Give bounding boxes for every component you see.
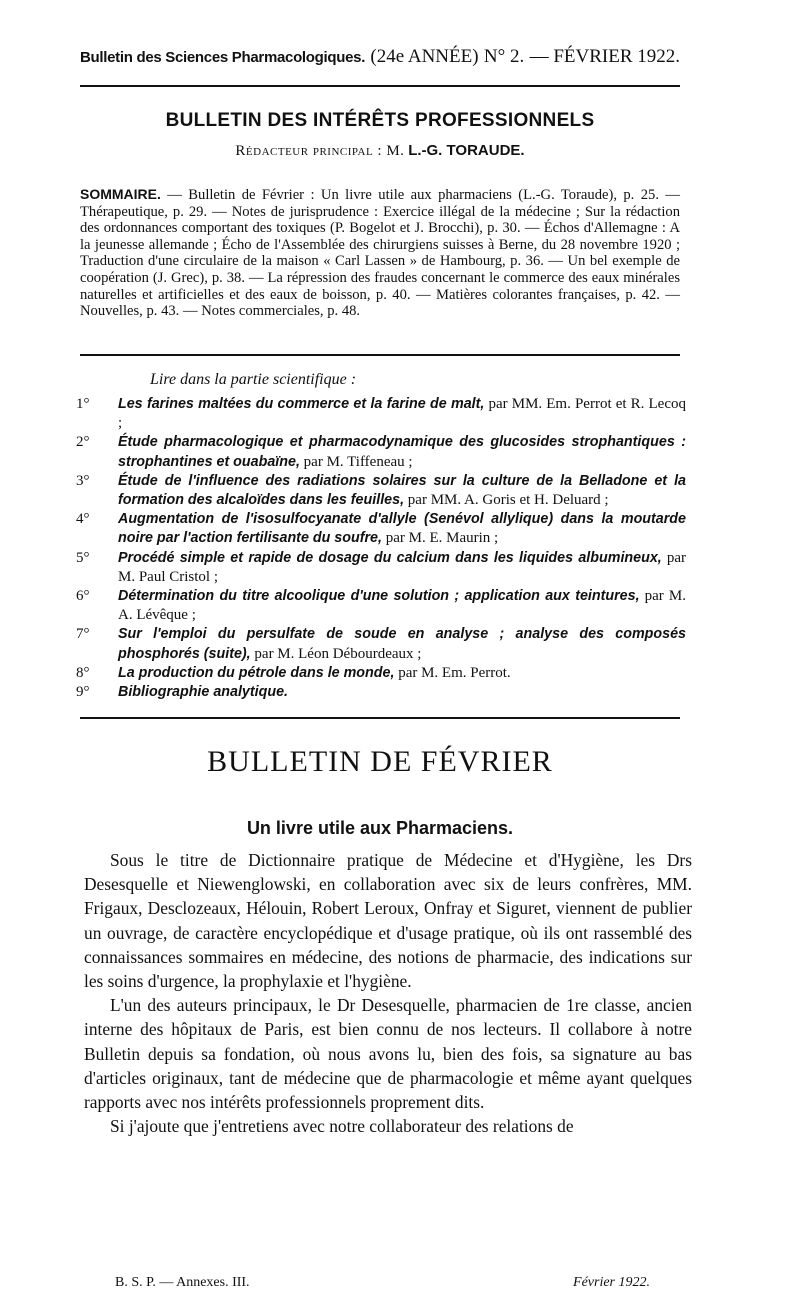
- scientific-part-heading: Lire dans la partie scientifique :: [150, 371, 357, 388]
- item-title: Les farines maltées du commerce et la farine de malt,: [118, 396, 485, 412]
- item-title: Étude pharmacologique et pharmacodynamique des glucosides strophantiques : strophantines et ouabaïne,: [118, 434, 686, 470]
- scientific-contents-list: [76, 395, 686, 702]
- section-title: BULLETIN DES INTÉRÊTS PROFESSIONNELS: [165, 110, 595, 131]
- item-title: Augmentation de l'isosulfocyanate d'allyle (Senévol allylique) dans la moutarde noire par l'action fertilisante du soufre,: [118, 511, 686, 547]
- page-footer: [115, 1275, 650, 1291]
- list-item: [76, 683, 686, 702]
- list-item: [76, 395, 686, 433]
- editor-label: Rédacteur principal : M.: [235, 143, 405, 159]
- issue-date: — FÉVRIER 1922.: [529, 46, 680, 67]
- contents-rule: [80, 717, 680, 719]
- summary-rule: [80, 354, 680, 356]
- list-item: [76, 664, 686, 683]
- summary-label: SOMMAIRE.: [80, 186, 161, 202]
- list-item: [76, 587, 686, 625]
- item-title: Procédé simple et rapide de dosage du calcium dans les liquides albumineux,: [118, 549, 662, 566]
- editor-line: [80, 142, 680, 160]
- list-item: [76, 549, 686, 587]
- item-authors: par MM. Em. Perrot et R. Lecoq ;: [118, 396, 686, 432]
- article-body: [84, 848, 692, 1138]
- item-title: Bibliographie analytique.: [118, 684, 288, 701]
- item-number: 6°: [76, 588, 90, 605]
- item-title: Sur l'emploi du persulfate de soude en analyse ; analyse des composés phosphorés (suite),: [118, 626, 686, 662]
- list-item: [76, 433, 686, 471]
- summary-block: [80, 186, 680, 320]
- item-authors: par M. Paul Cristol ;: [118, 549, 686, 585]
- article-title: Un livre utile aux Pharmaciens.: [246, 818, 514, 838]
- item-title: Étude de l'influence des radiations solaires sur la culture de la Belladone et la formation des alcaloïdes dans les feuilles,: [118, 472, 686, 509]
- item-authors: par M. Em. Perrot.: [394, 664, 511, 681]
- summary-text: — Bulletin de Février : Un livre utile aux pharmaciens (L.-G. Toraude), p. 25. — Thérapeutique, p. 29. — Notes de jurisprudence : Exercice illégal de la médecine ; Sur la rédaction des ordonnances comportant des toxiques (P. Bogelot et J. Brocchi), p. 30. — Échos d'Allemagne : A la jeunesse allemande ; Écho de l'Assemblée des chirurgiens suisses à Berne, du 28 novembre 1920 ; Traduction d'une circulaire de la maison « Carl Lassen » de Hambourg, p. 36. — Un bel exemple de coopération (J. Grec), p. 38. — La répression des fraudes concernant le commerce des eaux minérales naturelles et artificielles et des eaux de boisson, p. 40. — Matières colorantes françaises, p. 42. — Nouvelles, p. 43. — Notes commerciales, p. 48.: [80, 187, 680, 320]
- issue-number: N° 2.: [483, 46, 525, 67]
- header-rule: [80, 85, 680, 87]
- item-authors: par M. A. Lévêque ;: [118, 588, 686, 624]
- item-number: 7°: [76, 626, 90, 643]
- item-title: La production du pétrole dans le monde,: [118, 664, 395, 681]
- item-authors: par MM. A. Goris et H. Deluard ;: [404, 492, 609, 509]
- paragraph: Sous le titre de Dictionnaire pratique de Médecine et d'Hygiène, les Drs Desesquelle et Niewenglowski, en collaboration avec six de leurs confrères, MM. Frigaux, Desclozeaux, Hélouin, Robert Leroux, Onfray et Siguret, viennent de publier un ouvrage, de caractère encyclopédique et d'usage pratique, où ils ont rassemblé des connaissances sommaires en médecine, des notions de pharmacie, des indications sur les soins d'urgence, la prophylaxie et l'hygiène.: [84, 850, 692, 992]
- item-number: 9°: [76, 684, 90, 701]
- item-authors: par M. Tiffeneau ;: [299, 453, 413, 470]
- item-authors: par M. Léon Débourdeaux ;: [250, 645, 422, 662]
- list-item: [76, 510, 686, 548]
- list-item: [76, 472, 686, 510]
- item-number: 2°: [76, 434, 90, 451]
- item-number: 3°: [76, 472, 90, 489]
- paragraph: Si j'ajoute que j'entretiens avec notre collaborateur des relations de: [110, 1116, 574, 1137]
- item-authors: par M. E. Maurin ;: [381, 530, 499, 547]
- item-title: Détermination du titre alcoolique d'une solution ; application aux teintures,: [118, 588, 640, 605]
- footer-right: Février 1922.: [573, 1275, 650, 1290]
- item-number: 4°: [76, 511, 90, 528]
- item-number: 5°: [76, 549, 90, 566]
- editor-name: L.-G. TORAUDE.: [408, 142, 525, 159]
- footer-left: B. S. P. — Annexes. III.: [115, 1275, 250, 1290]
- item-number: 1°: [76, 396, 90, 412]
- paragraph: L'un des auteurs principaux, le Dr Desesquelle, pharmacien de 1re classe, ancien interne des hôpitaux de Paris, est bien connu de nos lecteurs. Il collabore à notre Bulletin depuis sa fondation, où nous avons lu, bien des fois, sa signature au bas d'articles originaux, tant de médecine que de pharmacologie et même ayant quelques rapports avec nos intérêts professionnels proprement dits.: [84, 995, 692, 1113]
- bulletin-title: BULLETIN DE FÉVRIER: [207, 745, 553, 778]
- item-number: 8°: [76, 664, 90, 681]
- list-item: [76, 625, 686, 663]
- journal-year: (24e ANNÉE): [370, 46, 479, 67]
- journal-name: Bulletin des Sciences Pharmacologiques.: [80, 49, 366, 66]
- running-head: [80, 46, 680, 68]
